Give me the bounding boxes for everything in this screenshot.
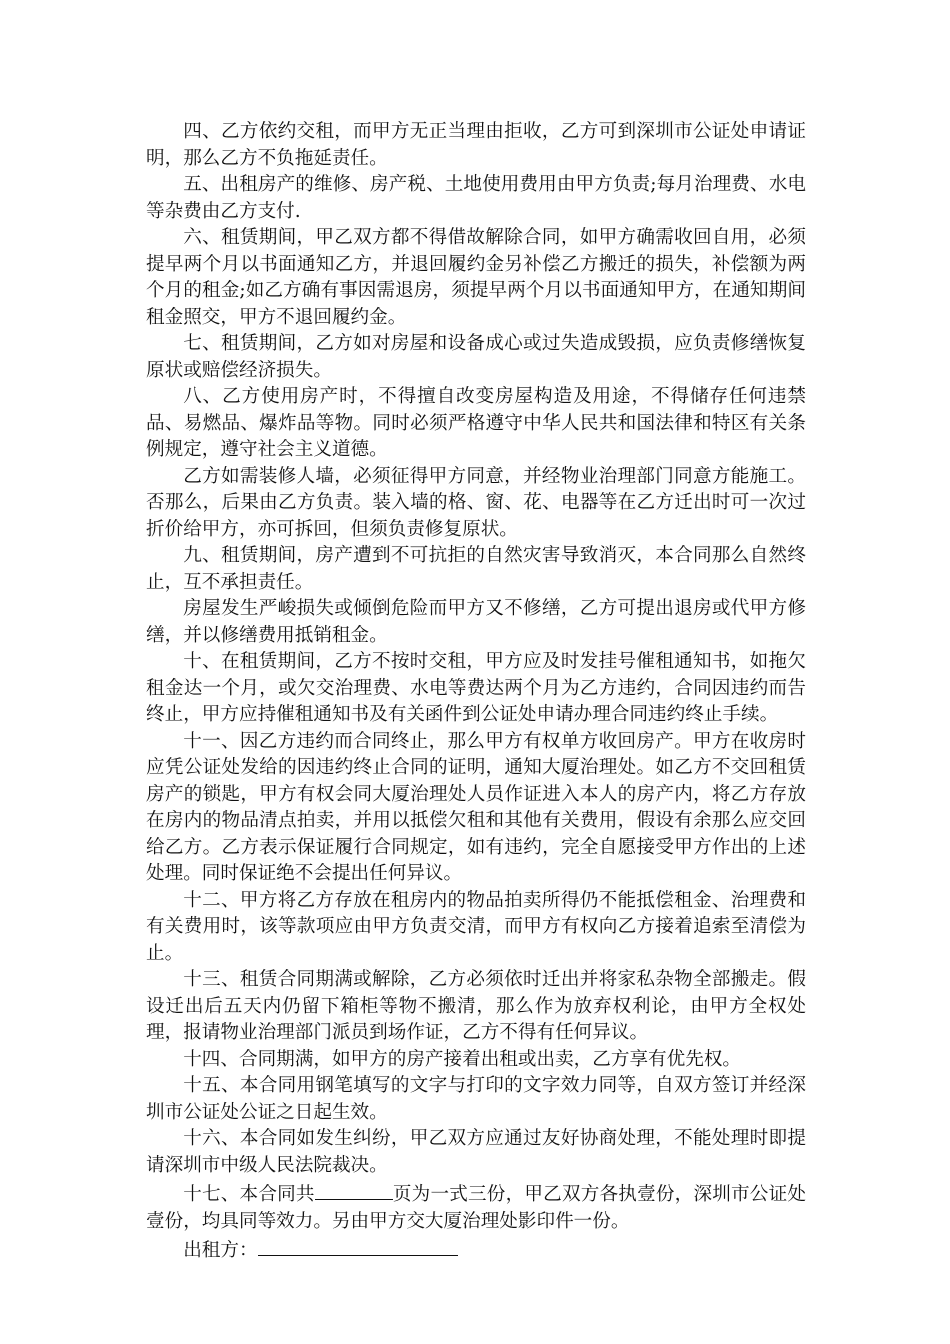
clause-13: 十三、租赁合同期满或解除，乙方必须依时迁出并将家私杂物全部搬走。假设迁出后五天内仍留下箱柜等物不搬清，那么作为放弃权利论，由甲方全权处理，报请物业治理部门派员到场作证，乙方不得有任何异议。: [146, 969, 806, 1043]
clause-9: 九、租赁期间，房产遭到不可抗拒的自然灾害导致消灭，本合同那么自然终止，互不承担责任。: [146, 545, 806, 593]
clause-16: 十六、本合同如发生纠纷，甲乙双方应通过友好协商处理，不能处理时即提请深圳市中级人民法院裁决。: [146, 1128, 806, 1176]
clause-5: 五、出租房产的维修、房产税、土地使用费用由甲方负责;每月治理费、水电等杂费由乙方支付.: [146, 174, 806, 222]
lessor-signature-blank[interactable]: [258, 1235, 458, 1256]
clause-8-renovation: 乙方如需装修人墙，必须征得甲方同意，并经物业治理部门同意方能施工。否那么，后果由乙方负责。装入墙的格、窗、花、电器等在乙方迁出时可一次过折价给甲方，亦可拆回，但须负责修复原状。: [146, 465, 806, 540]
clause-12: 十二、甲方将乙方存放在租房内的物品拍卖所得仍不能抵偿租金、治理费和有关费用时，该等款项应由甲方负责交清，而甲方有权向乙方接着追索至清偿为止。: [146, 889, 806, 964]
clause-14: 十四、合同期满，如甲方的房产接着出租或出卖，乙方享有优先权。: [183, 1048, 742, 1070]
clause-6: 六、租赁期间，甲乙双方都不得借故解除合同，如甲方确需收回自用，必须提早两个月以书面通知乙方，并退回履约金另补偿乙方搬迁的损失，补偿额为两个月的租金;如乙方确有事因需退房，须提早两个月以书面通知甲方，在通知期间租金照交，甲方不退回履约金。: [146, 227, 806, 328]
clause-17-suffix: 页为一式三份，甲乙双方各执壹份，深圳市公证处壹份，均具同等效力。另由甲方交大厦治理处影印件一份。: [146, 1184, 806, 1232]
clause-15: 十五、本合同用钢笔填写的文字与打印的文字效力同等，自双方签订并经深圳市公证处公证之日起生效。: [146, 1075, 806, 1123]
clause-9-damage: 房屋发生严峻损失或倾倒危险而甲方又不修缮，乙方可提出退房或代甲方修缮，并以修缮费用抵销租金。: [146, 598, 806, 646]
clause-8: 八、乙方使用房产时，不得擅自改变房屋构造及用途，不得储存任何违禁品、易燃品、爆炸品等物。同时必须严格遵守中华人民共和国法律和特区有关条例规定，遵守社会主义道德。: [146, 386, 806, 460]
lessor-signature-line: [146, 1235, 806, 1265]
document-page: [146, 119, 806, 1265]
clause-17-prefix: 十七、本合同共: [183, 1184, 315, 1205]
clause-4: 四、乙方依约交租，而甲方无正当理由拒收，乙方可到深圳市公证处申请证明，那么乙方不负拖延责任。: [146, 121, 806, 169]
clause-17: [146, 1179, 806, 1235]
lessor-label: 出租方：: [183, 1240, 258, 1261]
clause-11: 十一、因乙方违约而合同终止，那么甲方有权单方收回房产。甲方在收房时应凭公证处发给的因违约终止合同的证明，通知大厦治理处。如乙方不交回租赁房产的锁匙，甲方有权会同大厦治理处人员作证进入本人的房产内，将乙方存放在房内的物品清点拍卖，并用以抵偿欠租和其他有关费用，假设有余那么应交回给乙方。乙方表示保证履行合同规定，如有违约，完全自愿接受甲方作出的上述处理。同时保证绝不会提出任何异议。: [146, 730, 806, 884]
clause-7: 七、租赁期间，乙方如对房屋和设备成心或过失造成毁损，应负责修缮恢复原状或赔偿经济损失。: [146, 333, 806, 381]
clause-10: 十、在租赁期间，乙方不按时交租，甲方应及时发挂号催租通知书，如拖欠租金达一个月，或欠交治理费、水电等费达两个月为乙方违约，合同因违约而告终止，甲方应持催租通知书及有关函件到公证处申请办理合同违约终止手续。: [146, 651, 806, 725]
page-count-blank[interactable]: [315, 1179, 393, 1200]
